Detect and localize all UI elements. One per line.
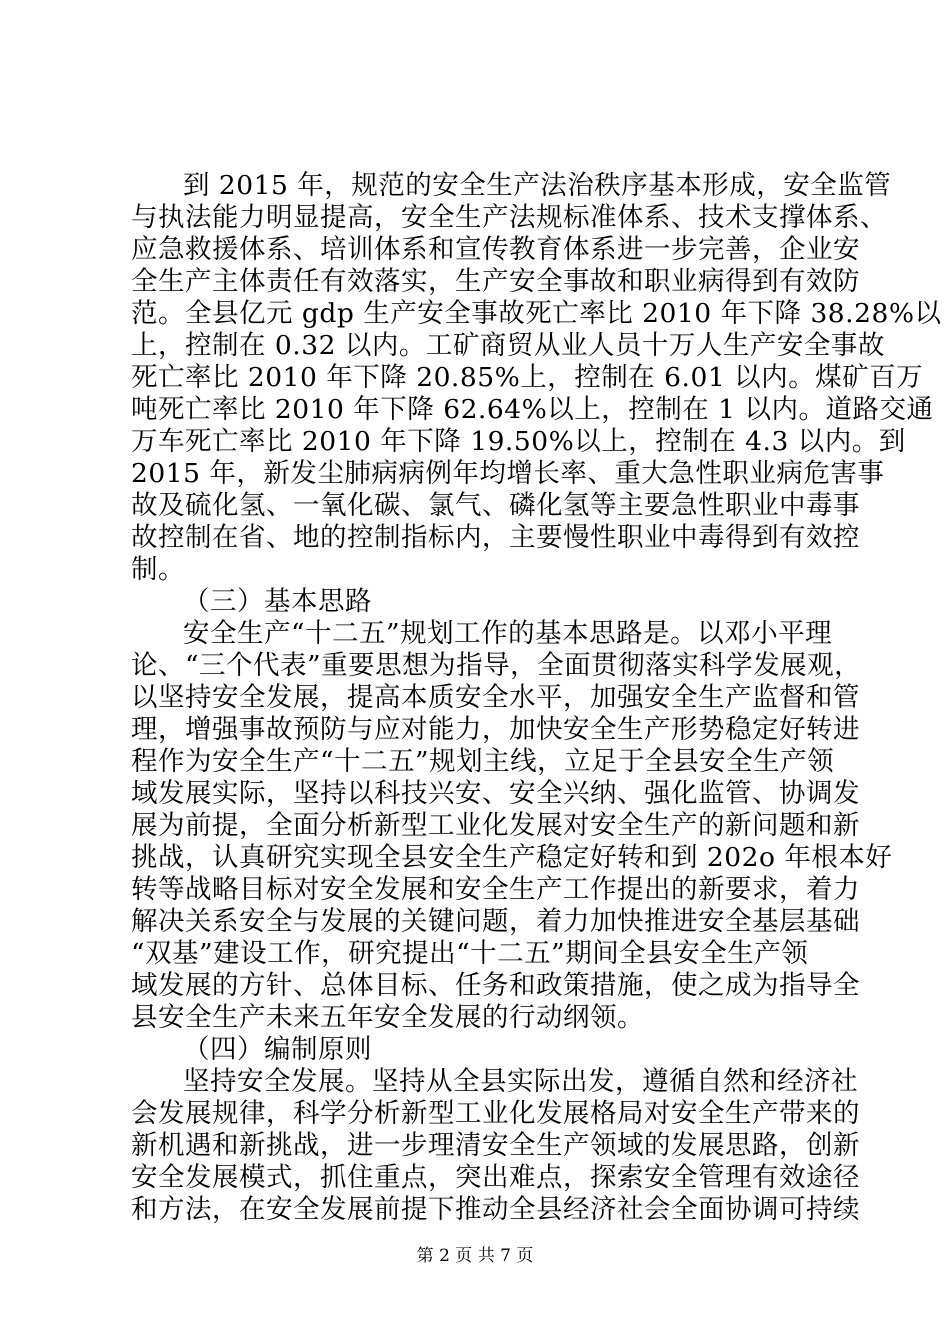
text-line: 论、“三个代表”重要思想为指导，全面贯彻落实科学发展观， — [131, 650, 862, 681]
text-line: 和方法，在安全发展前提下推动全县经济社会全面协调可持续 — [131, 1194, 860, 1225]
text-line: 转等战略目标对安全发展和安全生产工作提出的新要求，着力 — [131, 874, 860, 905]
text-line: 安全生产“十二五”规划工作的基本思路是。以邓小平理 — [183, 618, 833, 649]
text-line: 域发展的方针、总体目标、任务和政策措施，使之成为指导全 — [131, 970, 860, 1001]
text-line: “双基”建设工作，研究提出“十二五”期间全县安全生产领 — [131, 938, 809, 969]
text-line: 全生产主体责任有效落实，生产安全事故和职业病得到有效防 — [131, 266, 860, 297]
text-line: 上，控制在 0.32 以内。工矿商贸从业人员十万人生产安全事故 — [131, 330, 885, 361]
text-line: 范。全县亿元 gdp 生产安全事故死亡率比 2010 年下降 38.28%以 — [131, 298, 942, 329]
text-line: 域发展实际，坚持以科技兴安、安全兴纳、强化监管、协调发 — [131, 778, 860, 809]
text-line: 安全发展模式，抓住重点，突出难点，探索安全管理有效途径 — [131, 1162, 860, 1193]
text-line: 会发展规律，科学分析新型工业化发展格局对安全生产带来的 — [131, 1098, 860, 1129]
text-line: 应急救援体系、培训体系和宣传教育体系进一步完善，企业安 — [131, 234, 860, 265]
text-line: 新机遇和新挑战，进一步理清安全生产领域的发展思路，创新 — [131, 1130, 860, 1161]
text-line: 2015 年，新发尘肺病病例年均增长率、重大急性职业病危害事 — [131, 458, 885, 489]
text-line: 挑战，认真研究实现全县安全生产稳定好转和到 202o 年根本好 — [131, 842, 893, 873]
text-line: 制。 — [131, 554, 185, 585]
document-body — [131, 170, 942, 1226]
page-number-footer: 第 2 页 共 7 页 — [416, 1246, 534, 1266]
section-heading: （三）基本思路 — [183, 586, 372, 617]
text-line: 解决关系安全与发展的关键问题，着力加快推进安全基层基础 — [131, 906, 860, 937]
text-line: 县安全生产未来五年安全发展的行动纲领。 — [131, 1002, 644, 1033]
text-line: 展为前提，全面分析新型工业化发展对安全生产的新问题和新 — [131, 810, 860, 841]
text-line: 万车死亡率比 2010 年下降 19.50%以上，控制在 4.3 以内。到 — [131, 426, 906, 457]
text-line: 以坚持安全发展，提高本质安全水平，加强安全生产监督和管 — [131, 682, 860, 713]
text-line: 与执法能力明显提高，安全生产法规标准体系、技术支撑体系、 — [131, 202, 887, 233]
text-line: 吨死亡率比 2010 年下降 62.64%以上，控制在 1 以内。道路交通 — [131, 394, 934, 425]
text-line: 死亡率比 2010 年下降 20.85%上，控制在 6.01 以内。煤矿百万 — [131, 362, 924, 393]
text-line: 理，增强事故预防与应对能力，加快安全生产形势稳定好转进 — [131, 714, 860, 745]
text-line: 故控制在省、地的控制指标内，主要慢性职业中毒得到有效控 — [131, 522, 860, 553]
text-line: 程作为安全生产“十二五”规划主线，立足于全县安全生产领 — [131, 746, 835, 777]
text-line: 到 2015 年，规范的安全生产法治秩序基本形成，安全监管 — [183, 170, 892, 201]
text-line: 坚持安全发展。坚持从全县实际出发，遵循自然和经济社 — [183, 1066, 858, 1097]
section-heading: （四）编制原则 — [183, 1034, 372, 1065]
text-line: 故及硫化氢、一氧化碳、氯气、磷化氢等主要急性职业中毒事 — [131, 490, 860, 521]
